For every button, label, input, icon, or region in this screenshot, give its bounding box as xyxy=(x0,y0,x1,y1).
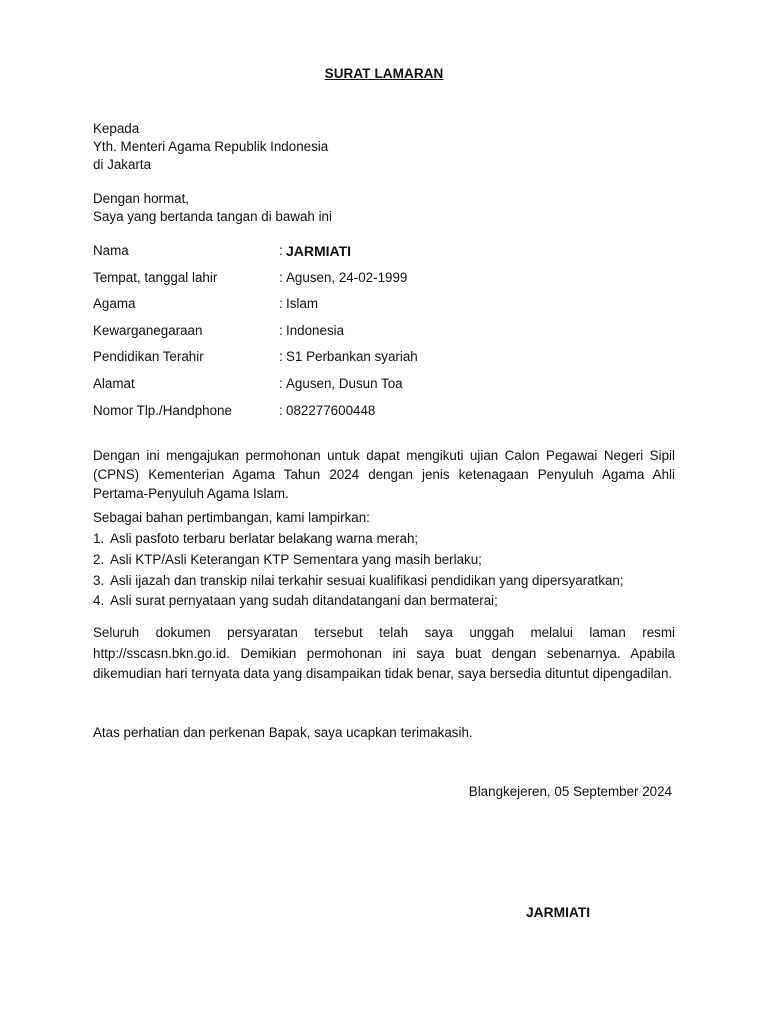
identity-row-address xyxy=(93,376,683,403)
recipient-line-3: di Jakarta xyxy=(93,157,152,172)
identity-row-birth xyxy=(93,270,683,297)
list-item-text: Asli KTP/Asli Keterangan KTP Sementara yang masih berlaku; xyxy=(110,551,482,567)
identity-separator: : xyxy=(279,243,283,258)
signer-name: JARMIATI xyxy=(526,905,591,920)
list-item-number: 4. xyxy=(93,593,105,609)
identity-value: 082277600448 xyxy=(286,402,376,418)
identity-label: Tempat, tanggal lahir xyxy=(93,269,218,285)
list-item-text: Asli ijazah dan transkip nilai terkahir sesuai kualifikasi pendidikan yang dipersyaratkan; xyxy=(110,572,624,588)
statement-paragraph: Seluruh dokumen persyaratan tersebut telah saya unggah melalui laman resmi http://sscasn.bkn.go.id. Demikian permohonan ini saya buat dengan sebenarnya. Apabila dikemudian hari ternyata data yang disampaikan tidak benar, saya bersedia dituntut dipengadilan. xyxy=(93,625,675,681)
salutation: Dengan hormat, xyxy=(93,191,190,206)
identity-label: Nama xyxy=(93,243,129,258)
identity-table xyxy=(93,243,683,429)
identity-separator: : xyxy=(279,296,283,312)
identity-separator: : xyxy=(279,269,283,285)
identity-label: Agama xyxy=(93,296,136,312)
list-item-number: 3. xyxy=(93,572,105,588)
identity-value: JARMIATI xyxy=(286,243,352,259)
application-paragraph: Dengan ini mengajukan permohonan untuk dapat mengikuti ujian Calon Pegawai Negeri Sipil (CPNS) Kementerian Agama Tahun 2024 dengan jenis ketenagaan Penyuluh Agama Ahli Pertama-Penyuluh Agama Islam. xyxy=(93,448,675,501)
identity-separator: : xyxy=(279,375,283,391)
identity-row-name xyxy=(93,243,683,270)
greeting-block xyxy=(93,190,674,226)
identity-label: Nomor Tlp./Handphone xyxy=(93,402,232,418)
list-item-text: Asli surat pernyataan yang sudah ditandatangani dan bermaterai; xyxy=(110,593,498,609)
identity-row-education xyxy=(93,349,683,376)
identity-separator: : xyxy=(279,349,283,365)
letter-title: SURAT LAMARAN xyxy=(324,66,444,81)
identity-value: Indonesia xyxy=(286,322,345,338)
identity-separator: : xyxy=(279,402,283,418)
recipient-line-2: Yth. Menteri Agama Republik Indonesia xyxy=(93,139,329,154)
identity-value: S1 Perbankan syariah xyxy=(286,349,418,365)
identity-label: Pendidikan Terahir xyxy=(93,349,204,365)
identity-separator: : xyxy=(279,322,283,338)
recipient-line-1: Kepada xyxy=(93,121,140,136)
identity-value: Agusen, Dusun Toa xyxy=(286,375,403,391)
identity-label: Kewarganegaraan xyxy=(93,322,203,338)
recipient-block xyxy=(93,120,674,174)
identity-row-phone xyxy=(93,403,683,430)
list-item-text: Asli pasfoto terbaru berlatar belakang warna merah; xyxy=(110,531,419,546)
closing-sentence: Atas perhatian dan perkenan Bapak, saya ucapkan terimakasih. xyxy=(93,725,473,740)
list-item-number: 2. xyxy=(93,551,105,567)
identity-value: Islam xyxy=(286,296,318,312)
greeting-intro: Saya yang bertanda tangan di bawah ini xyxy=(93,209,332,224)
identity-value: Agusen, 24-02-1999 xyxy=(286,269,408,285)
identity-row-religion xyxy=(93,296,683,323)
identity-row-citizenship xyxy=(93,323,683,350)
list-item-number: 1. xyxy=(93,531,105,546)
place-date: Blangkejeren, 05 September 2024 xyxy=(468,784,672,799)
identity-label: Alamat xyxy=(93,375,135,391)
attachments-intro: Sebagai bahan pertimbangan, kami lampirkan: xyxy=(93,510,370,525)
